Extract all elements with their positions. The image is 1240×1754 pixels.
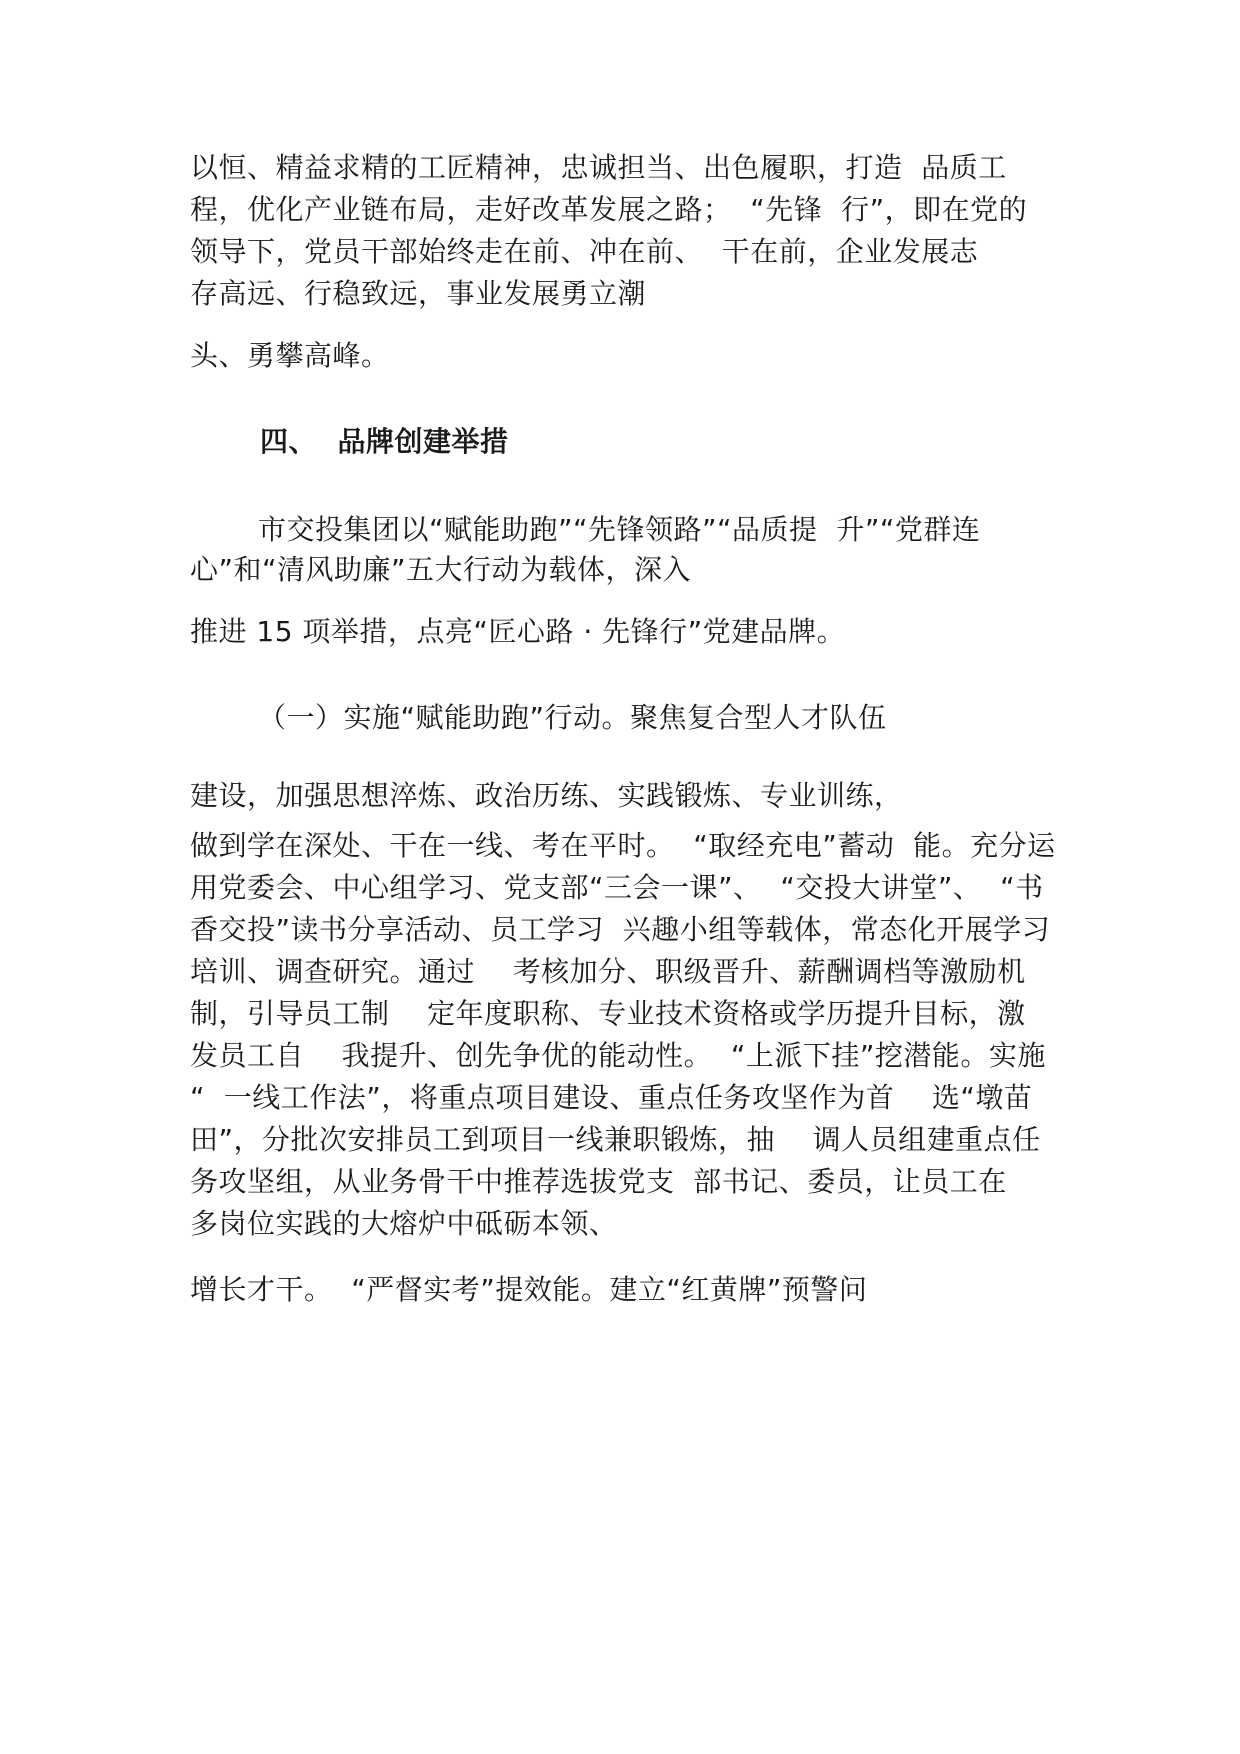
text-line: “ 一线工作法”，将重点项目建设、重点任务攻坚作为首 选“墩苗 [190,1081,1033,1114]
text-line: 制，引导员工制 定年度职称、专业技术资格或学历提升目标，激 [190,997,1026,1030]
text-line: 田”，分批次安排员工到项目一线兼职锻炼，抽 调人员组建重点任 [190,1123,1041,1156]
text-line: 头、勇攀高峰。 [190,339,390,372]
text-line: 发员工自 我提升、创先争优的能动性。 “上派下挂”挖潜能。实施 [190,1039,1046,1072]
text-line: 存高远、行稳致远，事业发展勇立潮 [190,277,647,310]
text-line: 培训、调查研究。通过 考核加分、职级晋升、薪酬调档等激励机 [190,955,1026,988]
text-line: 务攻坚组，从业务骨干中推荐选拔党支 部书记、委员，让员工在 [190,1165,1007,1198]
text-line: 香交投”读书分享活动、员工学习 兴趣小组等载体，常态化开展学习 [190,913,1051,946]
text-line: 市交投集团以“赋能助跑”“先锋领路”“品质提 升”“党群连 [258,513,981,546]
subsection-heading: （一）实施“赋能助跑”行动。聚焦复合型人才队伍 [258,701,887,734]
text-line: 推进 15 项举措，点亮“匠心路 · 先锋行”党建品牌。 [190,615,846,648]
text-line: 多岗位实践的大熔炉中砥砺本领、 [190,1207,618,1240]
text-line: 以恒、精益求精的工匠精神，忠诚担当、出色履职，打造 品质工 [190,151,1007,184]
text-line: 领导下，党员干部始终走在前、冲在前、 干在前，企业发展志 [190,235,979,268]
text-line: 增长才干。 “严督实考”提效能。建立“红黄牌”预警问 [190,1273,868,1306]
text-line: 用党委会、中心组学习、党支部“三会一课”、 “交投大讲堂”、 “书 [190,871,1044,904]
text-line: 做到学在深处、干在一线、考在平时。 “取经充电”蓄动 能。充分运 [190,829,1056,862]
section-heading: 四、 品牌创建举措 [260,425,509,458]
text-line: 心”和“清风助廉”五大行动为载体，深入 [190,553,692,586]
text-line: 建设，加强思想淬炼、政治历练、实践锻炼、专业训练， [190,779,903,812]
text-line: 程，优化产业链布局，走好改革发展之路； “先锋 行”，即在党的 [190,193,1028,226]
